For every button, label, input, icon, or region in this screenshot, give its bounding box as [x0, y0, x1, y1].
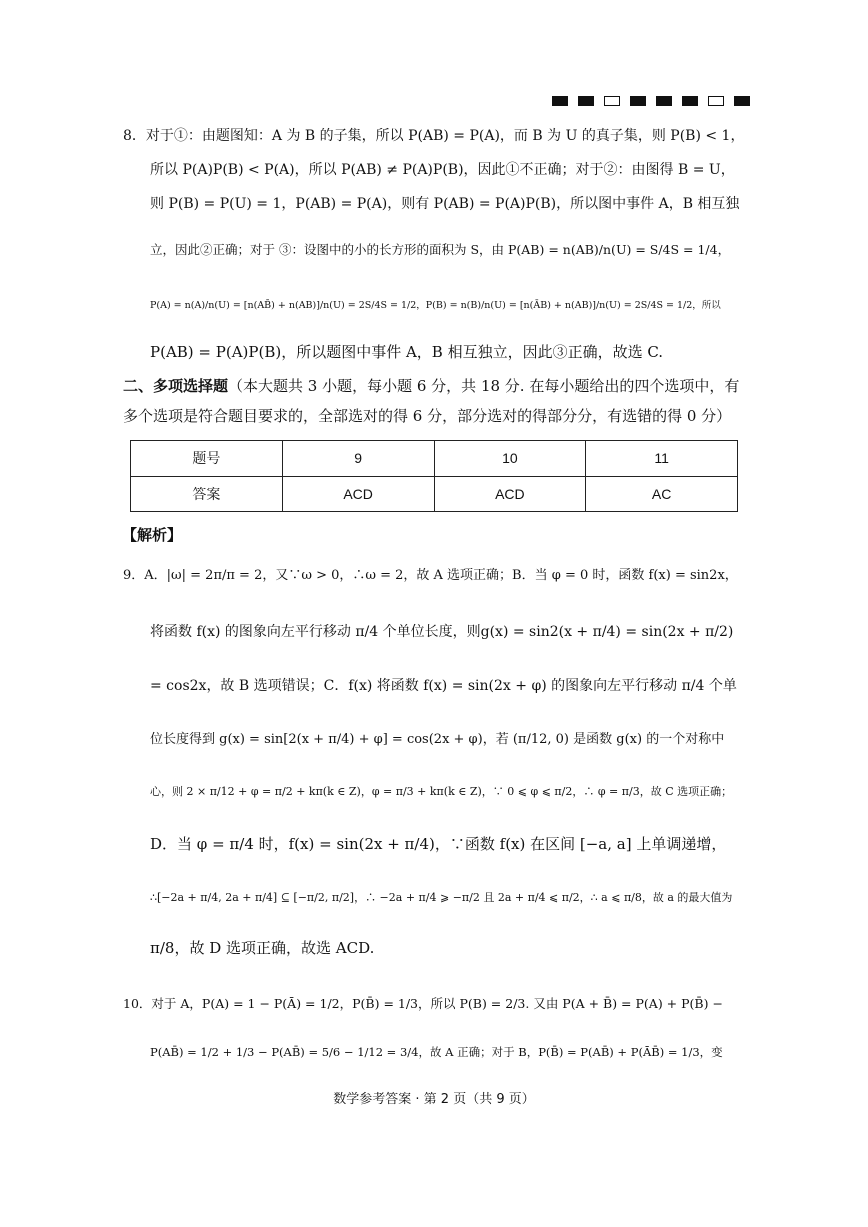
section-2-heading — [123, 376, 739, 396]
page-footer: 数学参考答案 · 第 2 页（共 9 页） — [333, 1092, 535, 1107]
mark-outline — [604, 96, 620, 106]
mark-filled — [734, 96, 750, 106]
q9-line-3: = cos2x，故 B 选项错误；C．f(x) 将函数 f(x) = sin(2x + φ) 的图象向左平行移动 π/4 个单 — [150, 678, 737, 694]
mark-outline — [708, 96, 724, 106]
mark-filled — [630, 96, 646, 106]
section-2-desc-2: 多个选项是符合题目要求的，全部选对的得 6 分，部分选对的得部分分，有选错的得 0 分） — [123, 407, 732, 425]
q9-line-1: 9．A．|ω| = 2π/π = 2，又∵ω > 0，∴ω = 2，故 A 选项正确；B．当 φ = 0 时，函数 f(x) = sin2x， — [123, 568, 738, 583]
answer-table — [130, 440, 738, 512]
table-cell: 10 — [434, 441, 586, 477]
mark-filled — [552, 96, 568, 106]
q10-line-2: P(AB̄) = 1/2 + 1/3 − P(AB̄) = 5/6 − 1/12 = 3/4，故 A 正确；对于 B，P(B̄) = P(AB̄) + P(ĀB̄) = 1/3，变 — [150, 1045, 723, 1059]
mark-filled — [578, 96, 594, 106]
answer-table-header-row — [131, 441, 738, 477]
q9-line-8: π/8，故 D 选项正确，故选 ACD. — [150, 939, 375, 957]
table-cell: 题号 — [131, 441, 283, 477]
q8-line-1: 8．对于①：由题图知：A 为 B 的子集，所以 P(AB) = P(A)，而 B 为 U 的真子集，则 P(B) < 1， — [123, 128, 745, 144]
mark-filled — [682, 96, 698, 106]
q9-line-7: ∴[−2a + π/4, 2a + π/4] ⊆ [−π/2, π/2]，∴ −2a + π/4 ⩾ −π/2 且 2a + π/4 ⩽ π/2，∴ a ⩽ π/8，故 a 的最大值为 — [150, 891, 733, 904]
table-cell: ACD — [282, 476, 434, 512]
mark-filled — [656, 96, 672, 106]
q8-line-6: P(AB) = P(A)P(B)，所以题图中事件 A，B 相互独立，因此③正确，故选 C. — [150, 343, 664, 361]
header-marks — [552, 96, 750, 106]
q9-line-4: 位长度得到 g(x) = sin[2(x + π/4) + φ] = cos(2x + φ)，若 (π/12, 0) 是函数 g(x) 的一个对称中 — [150, 732, 725, 747]
q8-line-3: 则 P(B) = P(U) = 1，P(AB) = P(A)，则有 P(AB) = P(A)P(B)，所以图中事件 A，B 相互独 — [150, 196, 740, 212]
table-cell: 9 — [282, 441, 434, 477]
q8-line-2: 所以 P(A)P(B) < P(A)，所以 P(AB) ≠ P(A)P(B)，因此①不正确；对于②：由图得 B = U， — [150, 162, 735, 178]
q8-line-5: P(A) = n(A)/n(U) = [n(AB̄) + n(AB)]/n(U) = 2S/4S = 1/2，P(B) = n(B)/n(U) = [n(ĀB) + n(AB)]/n(U) = 2S/4S = 1/2，所以 — [150, 300, 721, 311]
q9-line-2: 将函数 f(x) 的图象向左平行移动 π/4 个单位长度，则g(x) = sin2(x + π/4) = sin(2x + π/2) — [150, 624, 734, 640]
table-cell: AC — [586, 476, 738, 512]
section-2-desc-1: （本大题共 3 小题，每小题 6 分，共 18 分. 在每小题给出的四个选项中，有 — [228, 377, 740, 395]
table-cell: 答案 — [131, 476, 283, 512]
q9-line-5: 心，则 2 × π/12 + φ = π/2 + kπ(k ∈ Z)，φ = π/3 + kπ(k ∈ Z)，∵ 0 ⩽ φ ⩽ π/2，∴ φ = π/3，故 C 选项正确； — [150, 785, 733, 798]
table-cell: ACD — [434, 476, 586, 512]
q8-line-4: 立，因此②正确；对于 ③：设图中的小的长方形的面积为 S，由 P(AB) = n(AB)/n(U) = S/4S = 1/4， — [150, 242, 731, 257]
table-cell: 11 — [586, 441, 738, 477]
section-2-title: 二、多项选择题 — [123, 377, 229, 395]
q10-line-1: 10．对于 A，P(A) = 1 − P(Ā) = 1/2，P(B̄) = 1/3，所以 P(B) = 2/3. 又由 P(A + B̄) = P(A) + P(B̄) − — [123, 996, 723, 1011]
q9-line-6: D．当 φ = π/4 时，f(x) = sin(2x + π/4)，∵函数 f(x) 在区间 [−a, a] 上单调递增， — [150, 835, 727, 853]
analysis-label: 【解析】 — [122, 526, 183, 544]
answer-table-answer-row — [131, 476, 738, 512]
